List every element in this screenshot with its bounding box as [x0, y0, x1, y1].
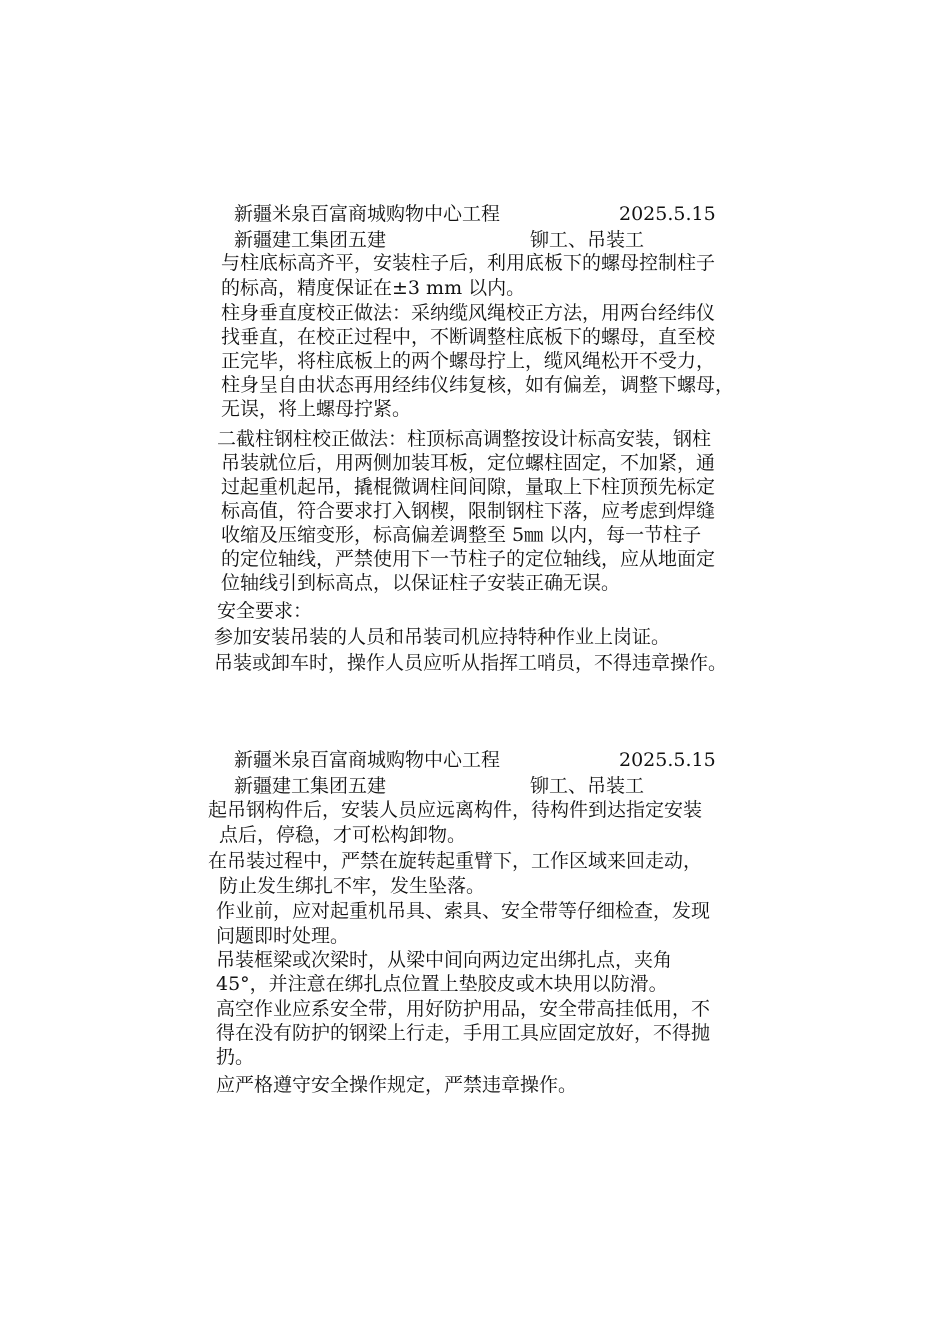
body-line: 吊装就位后，用两侧加装耳板，定位螺柱固定，不加紧，通 — [221, 452, 716, 474]
body-line: 的定位轴线，严禁使用下一节柱子的定位轴线，应从地面定 — [221, 548, 716, 570]
project-name: 新疆米泉百富商城购物中心工程 — [234, 203, 501, 225]
body-line: 无误，将上螺母拧紧。 — [221, 398, 412, 420]
body-line: 扔。 — [216, 1046, 255, 1068]
body-line: 得在没有防护的钢梁上行走，手用工具应固定放好，不得抛 — [216, 1022, 711, 1044]
date: 2025.5.15 — [619, 203, 716, 225]
project-name: 新疆米泉百富商城购物中心工程 — [234, 749, 501, 771]
body-line: 过起重机起吊，撬棍微调柱间间隙，量取上下柱顶预先标定 — [221, 476, 716, 498]
body-line: 柱身垂直度校正做法：采纳缆风绳校正方法，用两台经纬仪 — [221, 302, 716, 324]
company-name: 新疆建工集团五建 — [234, 229, 387, 251]
body-line: 应严格遵守安全操作规定，严禁违章操作。 — [216, 1074, 578, 1096]
body-line: 位轴线引到标高点，以保证柱子安装正确无误。 — [221, 572, 621, 594]
body-line: 正完毕，将柱底板上的两个螺母拧上，缆风绳松开不受力， — [221, 350, 716, 372]
body-line: 标高值，符合要求打入钢楔，限制钢柱下落，应考虑到焊缝 — [221, 500, 716, 522]
trade-name: 铆工、吊装工 — [530, 775, 645, 797]
body-line: 二截柱钢柱校正做法：柱顶标高调整按设计标高安装，钢柱 — [217, 428, 712, 450]
body-line: 与柱底标高齐平，安装柱子后，利用底板下的螺母控制柱子 — [221, 252, 716, 274]
body-line: 找垂直，在校正过程中，不断调整柱底板下的螺母，直至校 — [221, 326, 716, 348]
body-line: 吊装或卸车时，操作人员应听从指挥工哨员，不得违章操作。 — [214, 652, 728, 674]
body-line: 45°，并注意在绑扎点位置上垫胶皮或木块用以防滑。 — [216, 973, 668, 995]
body-line: 安全要求： — [217, 600, 313, 622]
body-line: 吊装框梁或次梁时，从梁中间向两边定出绑扎点，夹角 — [216, 949, 673, 971]
body-line: 的标高，精度保证在±3 mm 以内。 — [221, 277, 526, 299]
trade-name: 铆工、吊装工 — [530, 229, 645, 251]
body-line: 收缩及压缩变形，标高偏差调整至 5㎜ 以内，每一节柱子 — [221, 524, 702, 546]
body-line: 在吊装过程中，严禁在旋转起重臂下，工作区域来回走动， — [208, 850, 703, 872]
body-line: 问题即时处理。 — [216, 925, 350, 947]
date: 2025.5.15 — [619, 749, 716, 771]
body-line: 起吊钢构件后，安装人员应远离构件，待构件到达指定安装 — [208, 799, 703, 821]
company-name: 新疆建工集团五建 — [234, 775, 387, 797]
body-line: 点后，停稳，才可松构卸物。 — [219, 824, 467, 846]
body-line: 作业前，应对起重机吊具、索具、安全带等仔细检查，发现 — [216, 900, 711, 922]
body-line: 高空作业应系安全带，用好防护用品，安全带高挂低用，不 — [216, 998, 711, 1020]
body-line: 参加安装吊装的人员和吊装司机应持特种作业上岗证。 — [214, 626, 671, 648]
body-line: 柱身呈自由状态再用经纬仪纬复核，如有偏差，调整下螺母， — [221, 374, 735, 396]
body-line: 防止发生绑扎不牢，发生坠落。 — [219, 875, 486, 897]
